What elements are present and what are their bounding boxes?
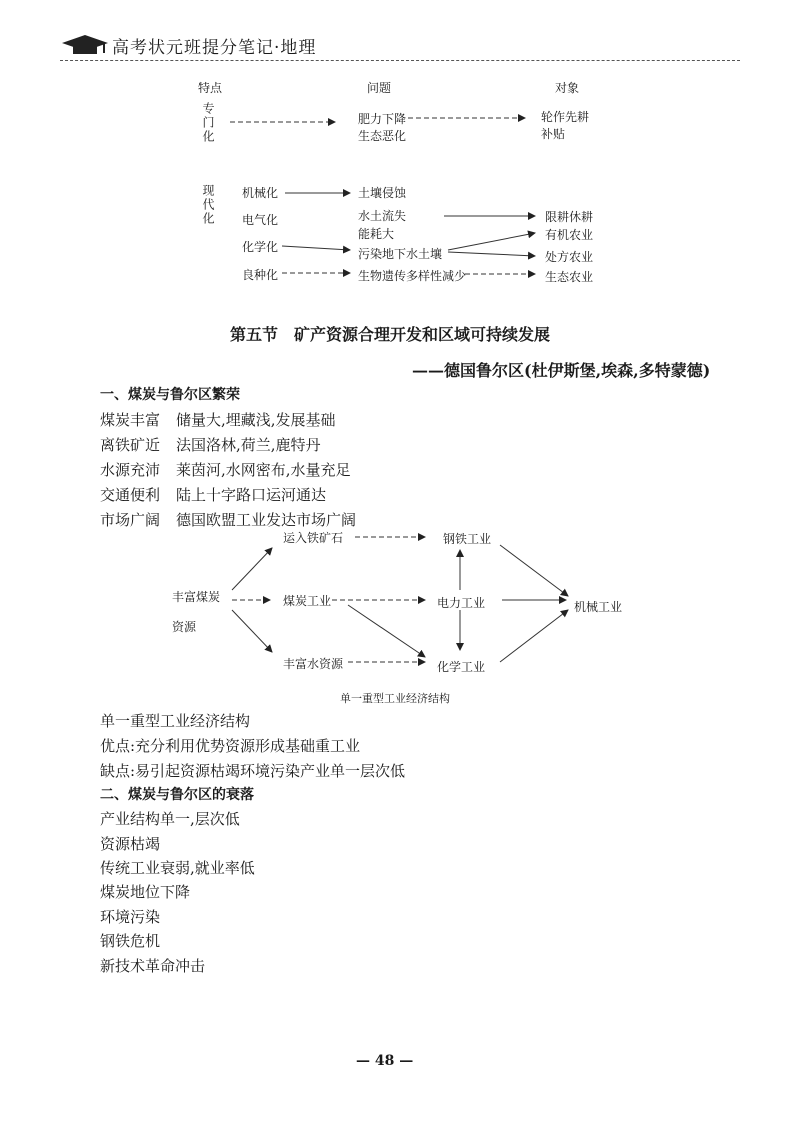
problem-water-loss: 水土流失: [358, 209, 407, 223]
node-coal: 丰富煤炭: [172, 590, 221, 604]
part1-row-text: 法国洛林,荷兰,鹿特丹: [176, 436, 321, 454]
section-subtitle: ——德国鲁尔区(杜伊斯堡,埃森,多特蒙德): [412, 361, 711, 380]
part2-item: 煤炭地位下降: [100, 883, 191, 901]
node-iron-in: 运入铁矿石: [283, 531, 344, 545]
node-water: 丰富水资源: [283, 657, 344, 671]
node-steel: 钢铁工业: [443, 532, 492, 546]
part1-heading: 一、煤炭与鲁尔区繁荣: [100, 387, 240, 403]
seed-label: 良种化: [242, 268, 279, 282]
part1-row-label: 水源充沛: [100, 461, 161, 479]
node-coal-industry: 煤炭工业: [283, 594, 332, 608]
part1-row-text: 莱茵河,水网密布,水量充足: [176, 461, 351, 479]
problem-energy: 能耗大: [358, 227, 395, 241]
measure-prescription: 处方农业: [545, 250, 594, 264]
measure-fallow: 限耕休耕: [545, 210, 594, 224]
col-measures-label: 对象: [555, 81, 580, 95]
part2-item: 产业结构单一,层次低: [100, 810, 240, 828]
page-number: — 48 —: [356, 1053, 414, 1069]
node-coal-2: 资源: [172, 620, 197, 634]
part1-row-label: 交通便利: [100, 486, 161, 504]
modern-label: 现代化: [201, 184, 215, 226]
part1-row-label: 煤炭丰富: [100, 411, 161, 429]
special-problem-2: 生态恶化: [358, 129, 407, 143]
part1-row-label: 离铁矿近: [100, 436, 161, 454]
special-label: 专门化: [201, 102, 215, 144]
part1-row-text: 陆上十字路口运河通达: [176, 486, 327, 504]
problem-biodiversity: 生物遗传多样性减少: [358, 269, 467, 283]
special-measure-1: 轮作先耕: [541, 110, 590, 124]
part2-item: 传统工业衰弱,就业率低: [100, 859, 255, 877]
node-machine: 机械工业: [574, 600, 623, 614]
chem-label: 化学化: [242, 240, 279, 254]
problem-soil-erosion: 土壤侵蚀: [358, 186, 407, 200]
part2-item: 环境污染: [100, 908, 161, 926]
node-chemical: 化学工业: [437, 660, 486, 674]
header-title: 高考状元班提分笔记·地理: [112, 38, 317, 58]
summary-disadvantage: 缺点:易引起资源枯竭环境污染产业单一层次低: [100, 762, 406, 780]
part2-heading: 二、煤炭与鲁尔区的衰落: [100, 787, 254, 803]
mech-label: 机械化: [242, 186, 279, 200]
part2-item: 钢铁危机: [100, 932, 161, 950]
special-measure-2: 补贴: [541, 127, 566, 141]
measure-organic: 有机农业: [545, 228, 594, 242]
part1-row-text: 德国欧盟工业发达市场广阔: [176, 511, 357, 529]
part1-row-label: 市场广阔: [100, 511, 161, 529]
measure-eco: 生态农业: [545, 270, 594, 284]
section-title: 第五节 矿产资源合理开发和区域可持续发展: [230, 325, 551, 344]
diagram2-caption: 单一重型工业经济结构: [340, 692, 450, 705]
part2-item: 新技术革命冲击: [100, 957, 206, 975]
part1-row-text: 储量大,埋藏浅,发展基础: [176, 411, 336, 429]
special-problem-1: 肥力下降: [358, 112, 407, 126]
problem-pollution: 污染地下水土壤: [358, 247, 443, 261]
node-power: 电力工业: [437, 596, 486, 610]
col-features-label: 特点: [198, 81, 223, 95]
summary-line: 单一重型工业经济结构: [100, 712, 251, 730]
summary-advantage: 优点:充分利用优势资源形成基础重工业: [100, 737, 361, 755]
part2-item: 资源枯竭: [100, 835, 161, 853]
col-problems-label: 问题: [367, 81, 392, 95]
elec-label: 电气化: [242, 213, 279, 227]
